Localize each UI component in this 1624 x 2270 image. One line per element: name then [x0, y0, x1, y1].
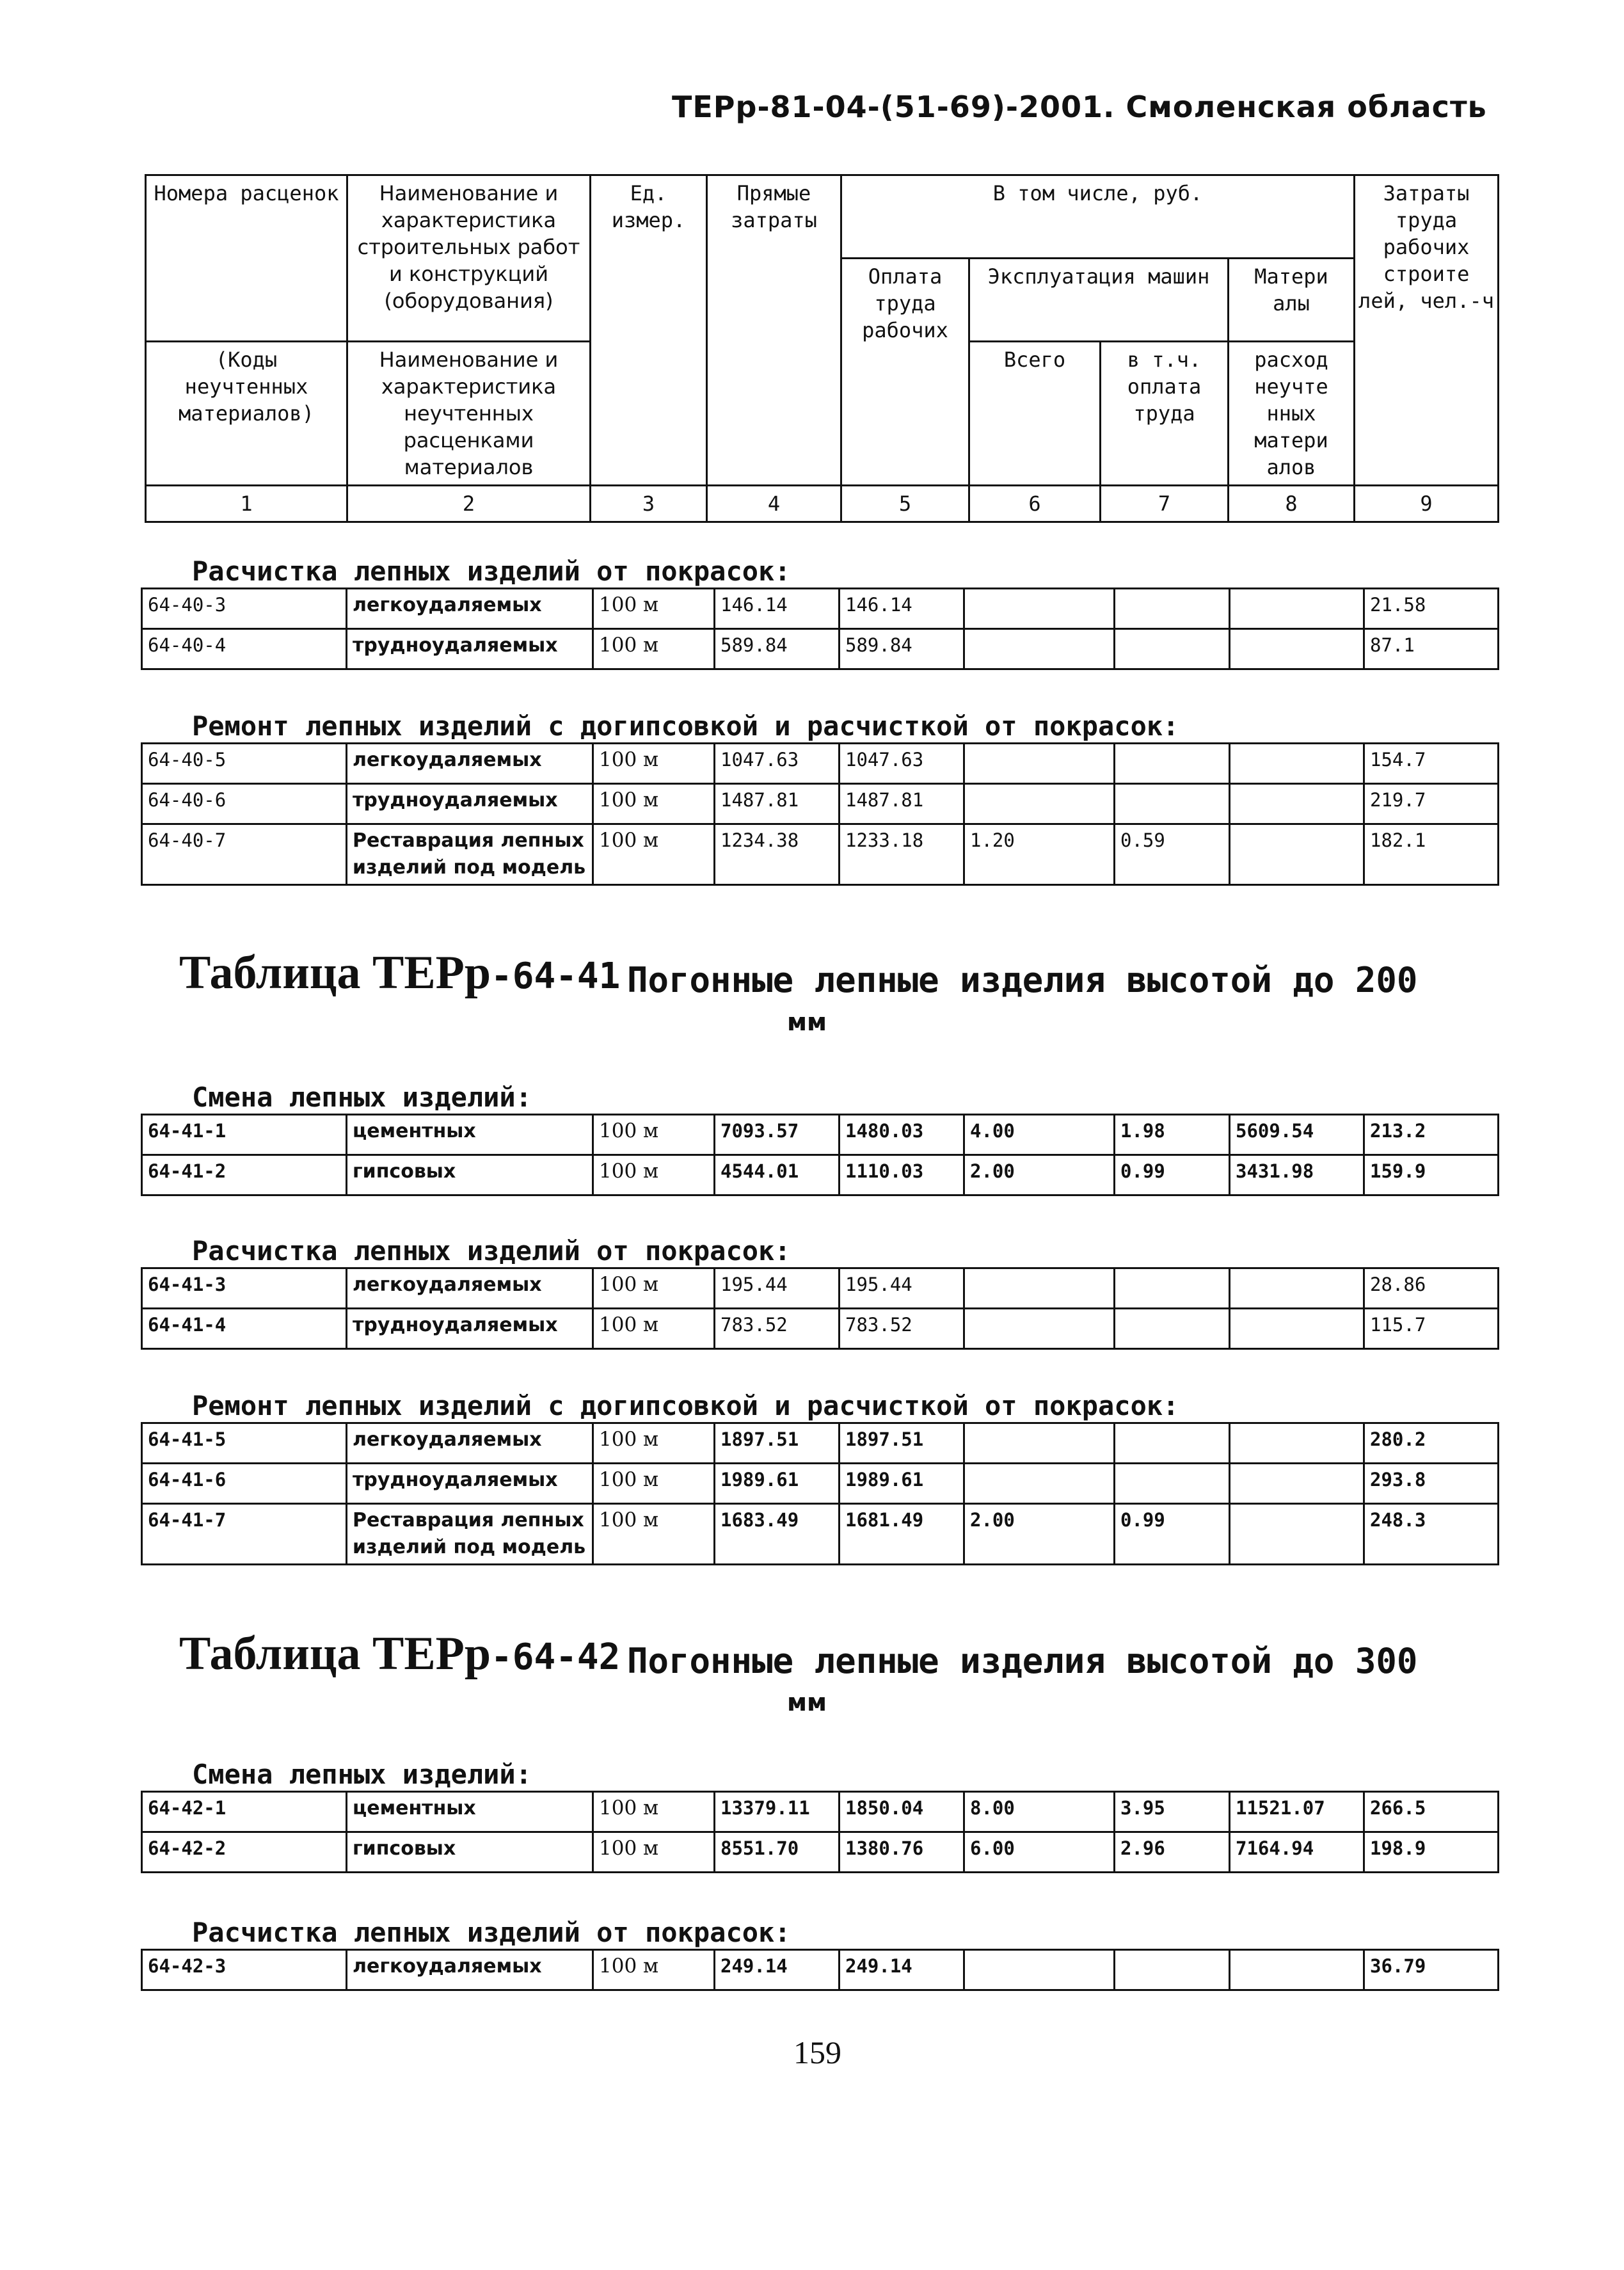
rates-table [141, 742, 1499, 886]
direct-costs: 4544.01 [715, 1155, 840, 1195]
unit: 100 м [593, 744, 715, 784]
direct-costs: 1897.51 [715, 1423, 840, 1464]
machines-labor [1115, 629, 1230, 669]
header-labor-pay: Оплата труда рабочих [841, 259, 969, 486]
labor-pay: 1487.81 [840, 784, 964, 824]
machines-labor [1115, 1309, 1230, 1349]
labor-hours: 219.7 [1364, 784, 1499, 824]
header-unaccounted-materials: расход неучте нных матери алов [1229, 342, 1355, 486]
table-label: Таблица ТЕРр [179, 1627, 491, 1680]
materials [1230, 1268, 1364, 1309]
direct-costs: 1047.63 [715, 744, 840, 784]
column-numbers-row [146, 486, 1499, 522]
machines-labor: 3.95 [1115, 1792, 1230, 1832]
machines-all [964, 1268, 1115, 1309]
rate-code: 64-42-2 [142, 1832, 347, 1873]
rates-table [141, 1267, 1499, 1350]
machines-all [964, 589, 1115, 629]
machines-labor: 0.99 [1115, 1504, 1230, 1565]
labor-pay: 1047.63 [840, 744, 964, 784]
materials [1230, 1950, 1364, 1990]
labor-hours: 182.1 [1364, 824, 1499, 885]
direct-costs: 1683.49 [715, 1504, 840, 1565]
machines-labor: 0.59 [1115, 824, 1230, 885]
column-number: 2 [347, 486, 591, 522]
labor-hours: 115.7 [1364, 1309, 1499, 1349]
direct-costs: 13379.11 [715, 1792, 840, 1832]
labor-hours: 154.7 [1364, 744, 1499, 784]
table-row [142, 784, 1499, 824]
rate-code: 64-40-7 [142, 824, 347, 885]
materials [1230, 1309, 1364, 1349]
work-name: гипсовых [347, 1155, 593, 1195]
work-name: трудноудаляемых [347, 784, 593, 824]
machines-all [964, 784, 1115, 824]
table-description: Погонные лепные изделия высотой до 200 [627, 960, 1418, 1000]
direct-costs: 249.14 [715, 1950, 840, 1990]
page-number: 159 [793, 2034, 841, 2070]
rate-code: 64-41-5 [142, 1423, 347, 1464]
table-row [142, 744, 1499, 784]
direct-costs: 195.44 [715, 1268, 840, 1309]
table-title [179, 1627, 620, 1681]
materials [1230, 1423, 1364, 1464]
labor-pay: 1989.61 [840, 1464, 964, 1504]
materials: 11521.07 [1230, 1792, 1364, 1832]
machines-all [964, 629, 1115, 669]
unit: 100 м [593, 1268, 715, 1309]
table-description: Погонные лепные изделия высотой до 300 [627, 1641, 1418, 1681]
work-name: цементных [347, 1792, 593, 1832]
labor-pay: 146.14 [840, 589, 964, 629]
rate-code: 64-41-4 [142, 1309, 347, 1349]
machines-labor [1115, 589, 1230, 629]
unit: 100 м [593, 589, 715, 629]
machines-labor [1115, 1268, 1230, 1309]
table-row [142, 629, 1499, 669]
materials [1230, 1504, 1364, 1565]
column-number: 8 [1229, 486, 1355, 522]
work-name: трудноудаляемых [347, 1309, 593, 1349]
materials [1230, 1464, 1364, 1504]
direct-costs: 1989.61 [715, 1464, 840, 1504]
column-number: 7 [1101, 486, 1229, 522]
unit: 100 м [593, 629, 715, 669]
rate-code: 64-42-1 [142, 1792, 347, 1832]
labor-hours: 87.1 [1364, 629, 1499, 669]
header-machines-all: Всего [969, 342, 1101, 486]
rate-code: 64-41-1 [142, 1115, 347, 1155]
labor-hours: 248.3 [1364, 1504, 1499, 1565]
unit: 100 м [593, 1115, 715, 1155]
machines-labor: 1.98 [1115, 1115, 1230, 1155]
labor-hours: 213.2 [1364, 1115, 1499, 1155]
machines-all [964, 1309, 1115, 1349]
header-machines: Эксплуатация машин [969, 259, 1229, 342]
direct-costs: 8551.70 [715, 1832, 840, 1873]
direct-costs: 589.84 [715, 629, 840, 669]
table-code: -64-42 [491, 1636, 621, 1678]
header-labor-hours: Затраты труда рабочих строите лей, чел.-ч [1355, 175, 1499, 486]
labor-hours: 293.8 [1364, 1464, 1499, 1504]
header-machines-labor: в т.ч. оплата труда [1101, 342, 1229, 486]
machines-all: 2.00 [964, 1155, 1115, 1195]
header-unaccounted-codes: (Коды неучтенных материалов) [146, 342, 347, 486]
materials [1230, 744, 1364, 784]
table-unit: мм [787, 1008, 827, 1036]
work-name: легкоудаляемых [347, 1423, 593, 1464]
rate-code: 64-40-4 [142, 629, 347, 669]
table-row [142, 1792, 1499, 1832]
machines-all: 8.00 [964, 1792, 1115, 1832]
labor-hours: 159.9 [1364, 1155, 1499, 1195]
table-row [142, 1464, 1499, 1504]
unit: 100 м [593, 1832, 715, 1873]
header-codes: Номера расценок [146, 175, 347, 342]
work-name: легкоудаляемых [347, 1268, 593, 1309]
labor-pay: 1480.03 [840, 1115, 964, 1155]
rates-table [141, 1791, 1499, 1873]
materials [1230, 824, 1364, 885]
direct-costs: 1234.38 [715, 824, 840, 885]
section-title: Смена лепных изделий: [192, 1759, 532, 1790]
column-number: 6 [969, 486, 1101, 522]
table-row [142, 1309, 1499, 1349]
table-title [179, 946, 620, 1000]
machines-labor [1115, 744, 1230, 784]
table-row [142, 1155, 1499, 1195]
labor-pay: 1110.03 [840, 1155, 964, 1195]
machines-labor [1115, 784, 1230, 824]
labor-pay: 1380.76 [840, 1832, 964, 1873]
table-label: Таблица ТЕРр [179, 947, 491, 999]
labor-pay: 195.44 [840, 1268, 964, 1309]
unit: 100 м [593, 1792, 715, 1832]
rate-code: 64-41-2 [142, 1155, 347, 1195]
labor-pay: 1233.18 [840, 824, 964, 885]
rates-table [141, 587, 1499, 670]
work-name: трудноудаляемых [347, 629, 593, 669]
column-number: 3 [591, 486, 707, 522]
table-row [142, 1504, 1499, 1565]
unit: 100 м [593, 1950, 715, 1990]
column-number: 9 [1355, 486, 1499, 522]
header-unaccounted-name: Наименование и характеристика неучтенных расценками материалов [347, 342, 591, 486]
materials: 7164.94 [1230, 1832, 1364, 1873]
rate-code: 64-41-6 [142, 1464, 347, 1504]
labor-pay: 249.14 [840, 1950, 964, 1990]
machines-labor: 0.99 [1115, 1155, 1230, 1195]
unit: 100 м [593, 1464, 715, 1504]
table-code: -64-41 [491, 955, 621, 997]
labor-pay: 1850.04 [840, 1792, 964, 1832]
materials: 3431.98 [1230, 1155, 1364, 1195]
rate-code: 64-41-7 [142, 1504, 347, 1565]
materials [1230, 629, 1364, 669]
work-name: легкоудаляемых [347, 744, 593, 784]
work-name: Реставрация лепных изделий под модель [347, 1504, 593, 1565]
direct-costs: 783.52 [715, 1309, 840, 1349]
machines-all [964, 744, 1115, 784]
work-name: легкоудаляемых [347, 1950, 593, 1990]
column-number: 1 [146, 486, 347, 522]
running-head: ТЕРр-81-04-(51-69)-2001. Смоленская область [672, 90, 1487, 124]
labor-hours: 21.58 [1364, 589, 1499, 629]
materials [1230, 784, 1364, 824]
work-name: трудноудаляемых [347, 1464, 593, 1504]
unit: 100 м [593, 1423, 715, 1464]
labor-hours: 36.79 [1364, 1950, 1499, 1990]
direct-costs: 1487.81 [715, 784, 840, 824]
rate-code: 64-40-6 [142, 784, 347, 824]
rate-code: 64-42-3 [142, 1950, 347, 1990]
machines-labor [1115, 1950, 1230, 1990]
work-name: цементных [347, 1115, 593, 1155]
machines-all: 2.00 [964, 1504, 1115, 1565]
table-row [142, 1268, 1499, 1309]
work-name: гипсовых [347, 1832, 593, 1873]
table-row [142, 1423, 1499, 1464]
machines-all [964, 1423, 1115, 1464]
header-direct-costs: Прямые затраты [707, 175, 841, 486]
rates-table [141, 1114, 1499, 1196]
labor-pay: 1681.49 [840, 1504, 964, 1565]
labor-hours: 280.2 [1364, 1423, 1499, 1464]
section-title: Ремонт лепных изделий с догипсовкой и расчисткой от покрасок: [192, 710, 1179, 742]
unit: 100 м [593, 824, 715, 885]
column-header-table [145, 174, 1499, 523]
machines-labor: 2.96 [1115, 1832, 1230, 1873]
table-unit: мм [787, 1688, 827, 1716]
section-title: Расчистка лепных изделий от покрасок: [192, 1917, 791, 1948]
rate-code: 64-40-5 [142, 744, 347, 784]
section-title: Расчистка лепных изделий от покрасок: [192, 1235, 791, 1267]
machines-all: 1.20 [964, 824, 1115, 885]
labor-pay: 589.84 [840, 629, 964, 669]
machines-labor [1115, 1423, 1230, 1464]
header-materials: Матери алы [1229, 259, 1355, 342]
rate-code: 64-41-3 [142, 1268, 347, 1309]
machines-all: 6.00 [964, 1832, 1115, 1873]
labor-pay: 783.52 [840, 1309, 964, 1349]
machines-all [964, 1464, 1115, 1504]
rates-table [141, 1949, 1499, 1991]
labor-hours: 28.86 [1364, 1268, 1499, 1309]
table-row [142, 1832, 1499, 1873]
section-title: Ремонт лепных изделий с догипсовкой и расчисткой от покрасок: [192, 1390, 1179, 1421]
header-unit: Ед. измер. [591, 175, 707, 486]
table-row [142, 1950, 1499, 1990]
machines-all [964, 1950, 1115, 1990]
direct-costs: 146.14 [715, 589, 840, 629]
table-row [142, 589, 1499, 629]
table-row [142, 1115, 1499, 1155]
unit: 100 м [593, 1155, 715, 1195]
column-number: 5 [841, 486, 969, 522]
section-title: Расчистка лепных изделий от покрасок: [192, 556, 791, 587]
direct-costs: 7093.57 [715, 1115, 840, 1155]
table-row [142, 824, 1499, 885]
unit: 100 м [593, 784, 715, 824]
column-number: 4 [707, 486, 841, 522]
materials: 5609.54 [1230, 1115, 1364, 1155]
machines-labor [1115, 1464, 1230, 1504]
machines-all: 4.00 [964, 1115, 1115, 1155]
section-title: Смена лепных изделий: [192, 1082, 532, 1113]
work-name: Реставрация лепных изделий под модель [347, 824, 593, 885]
unit: 100 м [593, 1504, 715, 1565]
labor-pay: 1897.51 [840, 1423, 964, 1464]
labor-hours: 198.9 [1364, 1832, 1499, 1873]
materials [1230, 589, 1364, 629]
header-including: В том числе, руб. [841, 175, 1355, 259]
unit: 100 м [593, 1309, 715, 1349]
rate-code: 64-40-3 [142, 589, 347, 629]
rates-table [141, 1422, 1499, 1565]
header-work-name: Наименование и характеристика строительных работ и конструкций (оборудования) [347, 175, 591, 342]
work-name: легкоудаляемых [347, 589, 593, 629]
labor-hours: 266.5 [1364, 1792, 1499, 1832]
